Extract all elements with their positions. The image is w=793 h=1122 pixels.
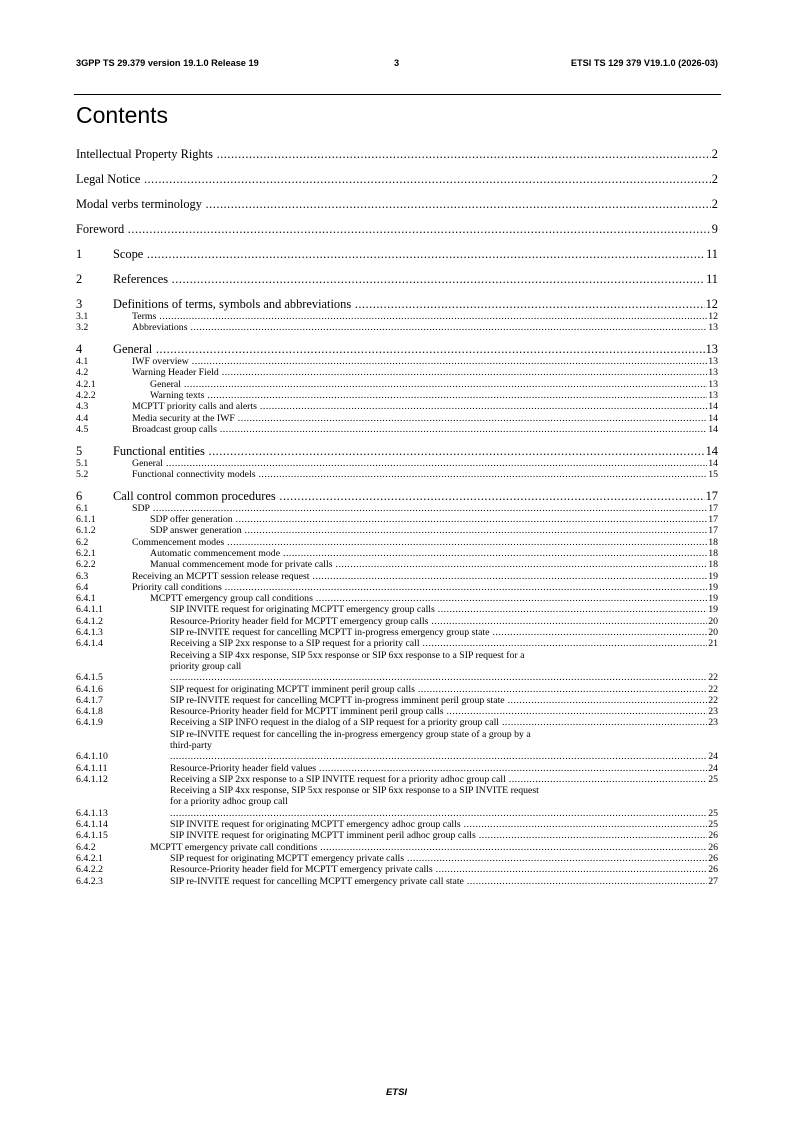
toc-entry-page: 11 [706,247,718,261]
toc-entry-title: Resource-Priority header field for MCPTT emergency group calls ..... [170,616,707,627]
toc-entry-title: SIP re-INVITE request for cancelling MCPTT in-progress imminent peril group state ..... [170,695,707,706]
page-header [76,57,718,69]
toc-entry-title: Abbreviations ..... [132,322,707,333]
toc-entry-title [170,785,707,819]
toc-entry-page: 25 [708,807,718,819]
toc-entry[interactable] [76,650,718,684]
toc-entry-title: Receiving a SIP 2xx response to a SIP request for a priority call ..... [170,638,707,649]
toc-entry[interactable] [76,774,718,785]
toc-entry-number: 3.1 [76,311,89,322]
toc-entry-number: 6.4.1.5 [76,672,103,684]
toc-entry-page: 24 [708,751,718,763]
toc-entry[interactable] [76,272,718,286]
toc-entry-title: Resource-Priority header field values ..... [170,763,707,774]
toc-entry-title: Priority call conditions ..... [132,582,707,593]
toc-entry-number: 6.4.2.2 [76,864,103,876]
toc-entry-page: 25 [708,773,718,785]
toc-entry[interactable] [76,559,718,570]
toc-entry-page: 19 [708,570,718,582]
toc-entry[interactable] [76,503,718,514]
toc-entry-number: 4 [76,342,83,357]
toc-entry-page: 2 [711,147,718,161]
toc-entry-number: 6.4.1.11 [76,762,108,774]
toc-entry-page: 26 [708,852,718,864]
toc-entry-title-line1: SIP re-INVITE request for cancelling the in-progress emergency group state of a group by a [170,728,531,740]
toc-entry-title: Intellectual Property Rights ..... [76,147,711,161]
toc-entry-title: Receiving a SIP INFO request in the dialog of a SIP request for a priority group call ..... [170,717,707,728]
toc-entry-page: 18 [708,536,718,548]
toc-entry-title: SIP INVITE request for originating MCPTT emergency group calls ..... [170,604,707,615]
toc-entry-title-line2: for a priority adhoc group call [170,796,288,808]
toc-entry-page: 14 [705,443,718,458]
toc-entry-number: 6.4.1.1 [76,604,103,616]
toc-entry[interactable] [76,785,718,819]
toc-entry[interactable] [76,356,718,367]
toc-entry-number: 6.4.1.2 [76,615,103,627]
toc-entry-page: 23 [708,717,718,729]
toc-entry-title: Modal verbs terminology ..... [76,197,711,211]
toc-entry-title: SDP ..... [132,503,707,514]
toc-entry-page: 14 [708,412,718,424]
toc-entry-title: Commencement modes ..... [132,537,707,548]
toc-entry-number: 6 [76,488,83,503]
toc-entry-page: 25 [708,819,718,831]
toc-entry-title: References ..... [113,272,705,286]
toc-entry-title: Definitions of terms, symbols and abbreviations ..... [113,297,705,311]
toc-entry[interactable] [76,424,718,435]
toc-entry-title: Receiving an MCPTT session release request ..... [132,571,707,582]
toc-entry[interactable] [76,695,718,706]
toc-entry-page: 11 [706,272,718,286]
toc-entry-title: Functional connectivity models ..... [132,469,707,480]
toc-entry-number: 4.3 [76,401,89,413]
toc-entry[interactable] [76,413,718,424]
toc-entry[interactable] [76,548,718,559]
toc-entry[interactable] [76,322,718,333]
toc-entry[interactable] [76,616,718,627]
toc-entry-title: General ..... [113,342,705,356]
toc-entry[interactable] [76,489,718,503]
toc-entry-page: 13 [708,322,718,334]
header-page-number: 3 [394,58,400,68]
toc-entry[interactable] [76,197,718,211]
toc-entry-title: Receiving a SIP 2xx response to a SIP INVITE request for a priority adhoc group call ..... [170,774,707,785]
toc-entry-number: 6.1 [76,502,89,514]
toc-entry-title: Warning Header Field ..... [132,367,707,378]
toc-entry-number: 4.4 [76,412,89,424]
toc-entry[interactable] [76,222,718,236]
toc-entry-number: 3.2 [76,322,89,334]
toc-entry[interactable] [76,729,718,763]
toc-entry-title: SIP re-INVITE request for cancelling MCPTT in-progress emergency group state ..... [170,627,707,638]
toc-entry[interactable] [76,593,718,604]
toc-entry[interactable] [76,367,718,378]
toc-entry-page: 18 [708,559,718,571]
toc-entry[interactable] [76,514,718,525]
toc-entry[interactable] [76,571,718,582]
toc-entry-number: 6.2 [76,536,89,548]
toc-entry-page: 13 [708,356,718,368]
toc-entry-number: 6.1.2 [76,525,96,537]
toc-entry-number: 6.4.2 [76,841,96,853]
toc-entry-number: 4.1 [76,356,89,368]
toc-entry[interactable] [76,864,718,875]
toc-entry-number: 6.4.1.8 [76,706,103,718]
toc-entry[interactable] [76,525,718,536]
toc-entry-title: MCPTT emergency group call conditions ..... [150,593,707,604]
toc-entry[interactable] [76,876,718,887]
toc-entry-title: SIP re-INVITE request for cancelling MCPTT emergency private call state ..... [170,876,707,887]
toc-entry-page: 26 [708,864,718,876]
toc-entry-title: General ..... [150,379,707,390]
toc-entry-page: 19 [708,581,718,593]
toc-entry[interactable] [76,627,718,638]
toc-entry[interactable] [76,537,718,548]
toc-entry-number: 6.4.1.15 [76,830,108,842]
toc-entry-page: 22 [708,694,718,706]
toc-entry-title [170,650,707,684]
toc-entry-number: 6.4.1.7 [76,694,103,706]
toc-entry-title: SDP offer generation ..... [150,514,707,525]
toc-entry-page: 2 [711,197,718,211]
toc-entry[interactable] [76,706,718,717]
toc-entry-number: 4.2 [76,367,89,379]
toc-entry-title: Scope ..... [113,247,705,261]
toc-entry-number: 6.3 [76,570,89,582]
toc-entry[interactable] [76,684,718,695]
toc-entry-title-line2: third-party [170,740,212,751]
toc-entry-number: 6.2.1 [76,547,96,559]
toc-entry-page: 20 [708,627,718,639]
toc-entry[interactable] [76,401,718,412]
toc-entry-title [170,729,707,763]
toc-entry-page: 13 [708,389,718,401]
toc-entry-page: 13 [708,378,718,390]
toc-entry[interactable] [76,853,718,864]
table-of-contents [76,147,718,887]
toc-entry-title: Terms ..... [132,311,707,322]
toc-entry-number: 4.5 [76,423,89,435]
toc-entry-title: Call control common procedures ..... [113,489,705,503]
toc-entry-title: SDP answer generation ..... [150,525,707,536]
toc-entry-number: 6.4.1.13 [76,807,108,819]
toc-entry-title: SIP request for originating MCPTT imminent peril group calls ..... [170,684,707,695]
toc-entry-number: 3 [76,297,83,311]
toc-entry-page: 23 [708,706,718,718]
toc-entry-page: 24 [708,762,718,774]
toc-entry-title: Broadcast group calls ..... [132,424,707,435]
toc-entry-page: 20 [708,615,718,627]
toc-entry-number: 6.4.2.1 [76,852,103,864]
toc-entry[interactable] [76,172,718,186]
toc-entry-title: Foreword ..... [76,222,711,236]
toc-entry[interactable] [76,604,718,615]
toc-entry[interactable] [76,247,718,261]
toc-entry-number: 6.1.1 [76,514,96,526]
toc-entry-page: 14 [708,457,718,469]
toc-entry[interactable] [76,379,718,390]
toc-entry[interactable] [76,458,718,469]
header-spec-version: 3GPP TS 29.379 version 19.1.0 Release 19 [76,58,259,68]
toc-entry-number: 6.4.2.3 [76,875,103,887]
toc-entry-title: Media security at the IWF ..... [132,413,707,424]
toc-entry-page: 26 [708,830,718,842]
toc-entry-title: IWF overview ..... [132,356,707,367]
header-rule [74,94,721,95]
toc-entry-number: 6.4.1 [76,593,96,605]
toc-entry-number: 2 [76,272,83,286]
toc-entry-number: 6.4 [76,581,89,593]
toc-entry-page: 17 [708,502,718,514]
toc-entry-page: 17 [708,525,718,537]
toc-entry-page: 22 [708,683,718,695]
toc-entry-number: 5 [76,443,83,458]
toc-entry-number: 5.2 [76,468,89,480]
toc-entry-page: 9 [711,222,718,236]
toc-entry-page: 19 [708,593,718,605]
toc-entry-title-line1: Receiving a SIP 4xx response, SIP 5xx response or SIP 6xx response to a SIP INVITE request [170,785,539,797]
toc-entry-number: 6.4.1.4 [76,638,103,650]
toc-entry[interactable] [76,830,718,841]
toc-entry-title: Warning texts ..... [150,390,707,401]
toc-entry[interactable] [76,638,718,649]
toc-entry-page: 12 [705,297,718,311]
toc-entry-page: 27 [708,875,718,887]
toc-entry-number: 1 [76,247,83,261]
toc-entry[interactable] [76,819,718,830]
page-title: Contents [76,102,169,128]
toc-entry-title: Resource-Priority header field for MCPTT imminent peril group calls ..... [170,706,707,717]
toc-entry[interactable] [76,582,718,593]
toc-entry-number: 6.2.2 [76,559,96,571]
toc-entry-title: General ..... [132,458,707,469]
toc-entry-title: SIP INVITE request for originating MCPTT emergency adhoc group calls ..... [170,819,707,830]
toc-entry-page: 15 [708,468,718,480]
toc-entry[interactable] [76,444,718,458]
toc-entry[interactable] [76,763,718,774]
toc-entry-title: Manual commencement mode for private calls ..... [150,559,707,570]
page-footer: ETSI [385,1087,408,1098]
toc-entry-title: Automatic commencement mode ..... [150,548,707,559]
toc-entry-number: 6.4.1.3 [76,627,103,639]
toc-entry[interactable] [76,469,718,480]
toc-entry-page: 17 [708,514,718,526]
toc-entry-title: MCPTT emergency private call conditions ..... [150,842,707,853]
toc-entry-page: 17 [705,488,718,503]
toc-entry[interactable] [76,390,718,401]
toc-entry-number: 6.4.1.12 [76,773,108,785]
toc-entry-number: 6.4.1.9 [76,717,103,729]
toc-entry-number: 4.2.2 [76,389,96,401]
header-etsi-reference: ETSI TS 129 379 V19.1.0 (2026-03) [570,58,718,68]
toc-entry-title: SIP INVITE request for originating MCPTT imminent peril adhoc group calls ..... [170,830,707,841]
toc-entry-page: 12 [708,311,718,322]
toc-entry-number: 6.4.1.14 [76,819,108,831]
toc-entry[interactable] [76,297,718,311]
toc-entry[interactable] [76,717,718,728]
toc-entry-page: 13 [705,342,718,357]
toc-entry-title: MCPTT priority calls and alerts ..... [132,401,707,412]
toc-entry-page: 26 [708,841,718,853]
toc-entry-page: 14 [708,423,718,435]
toc-entry-title-line2: priority group call [170,660,242,672]
toc-entry[interactable] [76,342,718,356]
toc-entry[interactable] [76,842,718,853]
toc-entry-title: Resource-Priority header field for MCPTT emergency private calls ..... [170,864,707,875]
toc-entry-page: 18 [708,547,718,559]
toc-entry[interactable] [76,311,718,322]
toc-entry-title: Legal Notice ..... [76,172,711,186]
toc-entry-page: 21 [708,638,718,650]
toc-entry-title: Functional entities ..... [113,444,705,458]
toc-entry-number: 5.1 [76,457,89,469]
toc-entry-page: 14 [708,401,718,413]
toc-entry-number: 6.4.1.10 [76,751,108,763]
toc-entry-page: 22 [708,672,718,684]
toc-entry-page: 19 [708,604,718,616]
toc-entry-title-line1: Receiving a SIP 4xx response, SIP 5xx response or SIP 6xx response to a SIP request for a [170,649,525,661]
toc-entry[interactable] [76,147,718,161]
toc-entry-number: 4.2.1 [76,378,96,390]
toc-entry-page: 13 [708,367,718,379]
toc-entry-number: 6.4.1.6 [76,683,103,695]
toc-entry-title: SIP request for originating MCPTT emergency private calls ..... [170,853,707,864]
toc-entry-page: 2 [711,172,718,186]
